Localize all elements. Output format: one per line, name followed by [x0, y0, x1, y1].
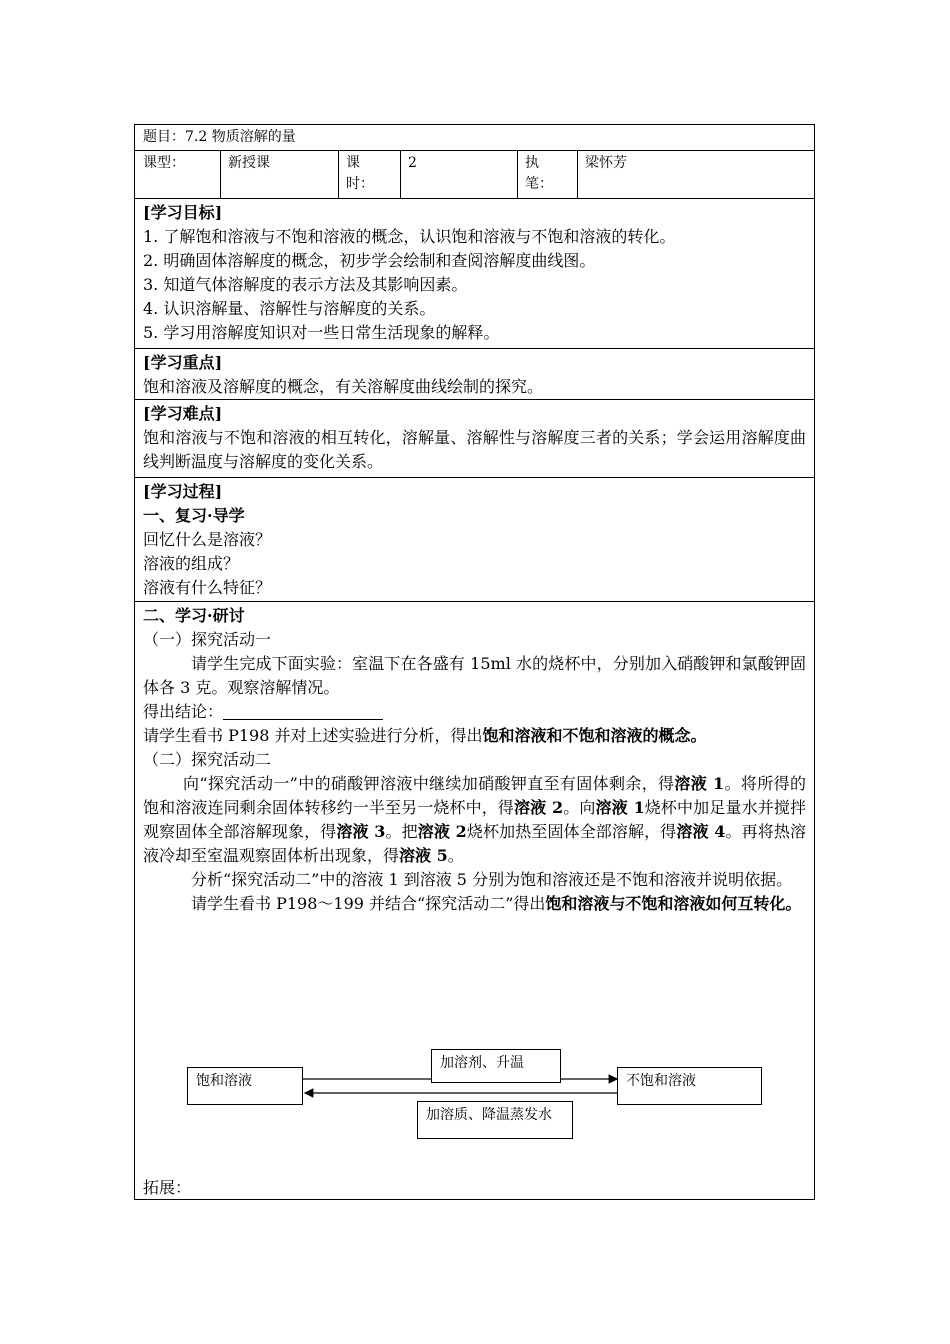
lesson-plan-table: [134, 124, 815, 1200]
analysis-text: 分析“探究活动二”中的溶液 1 到溶液 5 分别为饱和溶液还是不饱和溶液并说明依据。: [191, 870, 793, 889]
goals-section: [135, 199, 814, 349]
conversion-diagram: [135, 1043, 814, 1153]
solution-4: 溶液 4: [676, 822, 726, 841]
goal-item: 3. 知道气体溶解度的表示方法及其影响因素。: [143, 275, 468, 294]
difficulties-heading: [学习难点]: [143, 404, 223, 423]
review-question: 溶液的组成？: [143, 554, 240, 573]
act2-text: 。: [447, 846, 464, 865]
type-label: 课型：: [143, 155, 185, 171]
activity1-title: （一）探究活动一: [143, 630, 272, 649]
act2-text: 烧杯中加足量水并搅拌观察固体全部溶解现象，得: [143, 798, 806, 841]
goal-item: 1. 了解饱和溶液与不饱和溶液的概念，认识饱和溶液与不饱和溶液的转化。: [143, 227, 676, 246]
extension-label: 拓展：: [143, 1178, 192, 1197]
key-points-section: [135, 349, 814, 400]
act2-text: 。将所得的饱和溶液连同剩余固体转移约一半至另一烧杯中，得: [143, 774, 806, 817]
study-heading: 二、学习·研讨: [143, 606, 245, 625]
goal-item: 5. 学习用溶解度知识对一些日常生活现象的解释。: [143, 323, 500, 342]
key-points-heading: [学习重点]: [143, 353, 223, 372]
solution-1: 溶液 1: [595, 798, 645, 817]
difficulties-text: 饱和溶液与不饱和溶液的相互转化，溶解量、溶解性与溶解度三者的关系；学会运用溶解度曲线判断温度与溶解度的变化关系。: [143, 428, 806, 471]
review-question: 溶液有什么特征？: [143, 578, 272, 597]
difficulties-section: [135, 400, 814, 478]
act2-text: 向“探究活动一”中的硝酸钾溶液中继续加硝酸钾直至有固体剩余，得: [183, 774, 675, 793]
solution-1: 溶液 1: [674, 774, 725, 793]
book2-bold: 饱和溶液与不饱和溶液如何互转化。: [545, 894, 802, 913]
solution-3: 溶液 3: [336, 822, 386, 841]
book2-paragraph: [143, 892, 806, 916]
study-section: [135, 602, 814, 918]
solution-2: 溶液 2: [417, 822, 467, 841]
key-points-text: 饱和溶液及溶解度的概念，有关溶解度曲线绘制的探究。: [143, 377, 544, 396]
top-condition-box: 加溶剂、升温: [431, 1049, 561, 1083]
activity2-paragraph: [143, 772, 806, 868]
conclusion-blank: [223, 703, 383, 720]
unsaturated-box: 不饱和溶液: [617, 1067, 762, 1105]
book1-paragraph: [143, 724, 806, 748]
saturated-box: 饱和溶液: [187, 1067, 303, 1105]
goal-item: 2. 明确固体溶解度的概念，初步学会绘制和查阅溶解度曲线图。: [143, 251, 596, 270]
activity2-title: （二）探究活动二: [143, 750, 272, 769]
conclusion-line: [143, 700, 806, 724]
book1-text: 请学生看书 P198 并对上述实验进行分析，得出: [143, 726, 483, 745]
meta-row: [135, 151, 814, 199]
book1-bold: 饱和溶液和不饱和溶液的概念。: [482, 726, 707, 745]
act2-text: 。向: [563, 798, 596, 817]
author-value: 梁怀芳: [585, 155, 627, 171]
process-heading: [学习过程]: [143, 482, 223, 501]
review-heading: 一、复习·导学: [143, 506, 245, 525]
type-value: 新授课: [228, 155, 270, 171]
review-question: 回忆什么是溶液？: [143, 530, 272, 549]
act2-text: 。把: [385, 822, 418, 841]
title-row: [135, 125, 814, 151]
goal-item: 4. 认识溶解量、溶解性与溶解度的关系。: [143, 299, 436, 318]
activity1-text: 请学生完成下面实验：室温下在各盛有 15ml 水的烧杯中，分别加入硝酸钾和氯酸钾固体各 3 克。观察溶解情况。: [143, 654, 806, 697]
lesson-title: 题目：7.2 物质溶解的量: [143, 129, 296, 145]
hours-label: 课时：: [346, 155, 374, 192]
conclusion-label: 得出结论：: [143, 702, 224, 721]
goals-heading: [学习目标]: [143, 203, 223, 222]
hours-value: 2: [408, 155, 417, 171]
author-label: 执笔：: [525, 155, 553, 192]
book2-text: 请学生看书 P198～199 并结合“探究活动二”得出: [191, 894, 546, 913]
act2-text: 。再将热溶液冷却至室温观察固体析出现象，得: [143, 822, 806, 865]
process-section: [135, 478, 814, 602]
act2-text: 烧杯加热至固体全部溶解，得: [466, 822, 677, 841]
solution-5: 溶液 5: [399, 846, 448, 865]
solution-2: 溶液 2: [514, 798, 564, 817]
bottom-condition-box: 加溶质、降温蒸发水: [417, 1101, 573, 1139]
